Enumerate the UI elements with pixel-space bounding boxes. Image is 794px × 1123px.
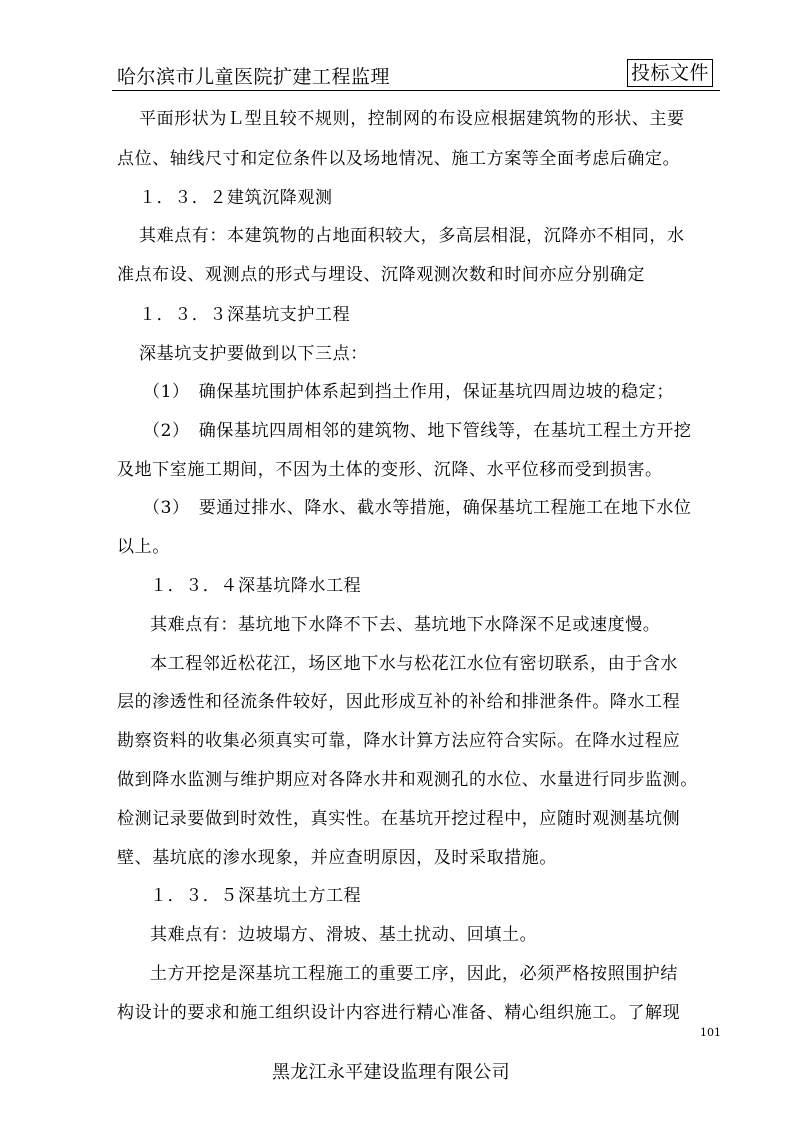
paragraph-line: 做到降水监测与维护期应对各降水井和观测孔的水位、水量进行同步监测。 <box>117 770 698 790</box>
paragraph-line: 准点布设、观测点的形式与埋设、沉降观测次数和时间亦应分别确定 <box>117 265 645 285</box>
list-item: （1） 确保基坑围护体系起到挡土作用，保证基坑四周边坡的稳定； <box>143 382 674 402</box>
header-rule <box>112 90 720 91</box>
paragraph-line: 其难点有：基坑地下水降不下去、基坑地下水降深不足或速度慢。 <box>150 615 661 635</box>
list-item: （3） 要通过排水、降水、截水等措施，确保基坑工程施工在地下水位 <box>143 498 692 518</box>
page-number: 101 <box>700 1026 721 1039</box>
paragraph-line: 及地下室施工期间，不因为土体的变形、沉降、水平位移而受到损害。 <box>117 460 663 480</box>
section-heading: １．３．３深基坑支护工程 <box>139 305 351 325</box>
doc-type-badge: 投标文件 <box>627 59 713 87</box>
paragraph-line: 本工程邻近松花江，场区地下水与松花江水位有密切联系，由于含水 <box>150 654 678 674</box>
section-heading: １．３．５深基坑土方工程 <box>150 886 362 906</box>
paragraph-line: 层的渗透性和径流条件较好，因此形成互补的补给和排泄条件。降水工程 <box>117 692 681 712</box>
paragraph-line: 检测记录要做到时效性，真实性。在基坑开挖过程中，应随时观测基坑侧 <box>117 809 681 829</box>
footer-company: 黑龙江永平建设监理有限公司 <box>272 1062 510 1083</box>
header-title: 哈尔滨市儿童医院扩建工程监理 <box>117 66 391 88</box>
paragraph-line: 点位、轴线尺寸和定位条件以及场地情况、施工方案等全面考虑后确定。 <box>117 149 681 169</box>
paragraph-line: 土方开挖是深基坑工程施工的重要工序，因此，必须严格按照围护结 <box>150 964 678 984</box>
paragraph-line: 其难点有：边坡塌方、滑坡、基土扰动、回填土。 <box>150 925 538 945</box>
paragraph-line: 平面形状为Ｌ型且较不规则，控制网的布设应根据建筑物的形状、主要 <box>139 109 685 129</box>
section-heading: １．３．２建筑沉降观测 <box>139 188 333 208</box>
paragraph-line: 构设计的要求和施工组织设计内容进行精心准备、精心组织施工。了解现 <box>117 1003 681 1023</box>
paragraph-line: 深基坑支护要做到以下三点： <box>139 344 368 364</box>
paragraph-line: 勘察资料的收集必须真实可靠，降水计算方法应符合实际。在降水过程应 <box>117 731 681 751</box>
list-item: （2） 确保基坑四周相邻的建筑物、地下管线等，在基坑工程土方开挖 <box>143 421 692 441</box>
paragraph-line: 以上。 <box>117 537 170 557</box>
paragraph-line: 其难点有：本建筑物的占地面积较大，多高层相混，沉降亦不相同，水 <box>139 226 685 246</box>
paragraph-line: 壁、基坑底的渗水现象，并应查明原因，及时采取措施。 <box>117 848 557 868</box>
section-heading: １．３．４深基坑降水工程 <box>150 576 362 596</box>
